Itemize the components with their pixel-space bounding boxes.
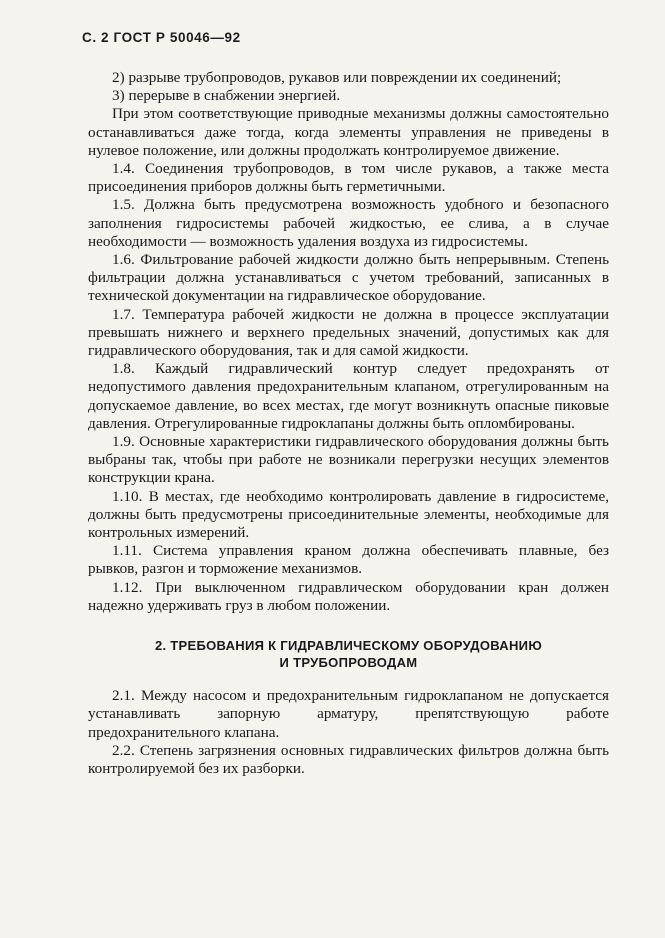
section-2-heading-line-1: 2. ТРЕБОВАНИЯ К ГИДРАВЛИЧЕСКОМУ ОБОРУДОВАНИЮ — [154, 638, 543, 654]
paragraph-1-7: 1.7. Температура рабочей жидкости не должна в процессе эксплуатации превышать нижнего и верхнего предельных значений, допустимых как для гидравлического оборудования, так и для самой жидкости. — [88, 305, 609, 360]
section-2-heading-line-2: И ТРУБОПРОВОДАМ — [279, 655, 418, 671]
paragraph-1-10: 1.10. В местах, где необходимо контролировать давление в гидросистеме, должны быть предусмотрены присоединительные элементы, необходимые для контрольных измерений. — [88, 487, 609, 542]
paragraph-1-4: 1.4. Соединения трубопроводов, в том числе рукавов, а также места присоединения приборов должны быть герметичными. — [88, 160, 609, 196]
paragraph-1-8: 1.8. Каждый гидравлический контур следует предохранять от недопустимого давления предохранительным клапаном, отрегулированным на допускаемое давление, во всех местах, где могут возникнуть опасные пиковые давления. Отрегулированные гидроклапаны должны быть опломбированы. — [88, 360, 609, 432]
paragraph-note: При этом соответствующие приводные механизмы должны самостоятельно останавливаться даже тогда, когда элементы управления не приведены в нулевое положение, или должны продолжать контролируемое движение. — [88, 105, 609, 159]
paragraph-1-6: 1.6. Фильтрование рабочей жидкости должно быть непрерывным. Степень фильтрации должна устанавливаться с учетом требований, записанных в технической документации на гидравлическое оборудование. — [88, 251, 609, 305]
running-head: С. 2 ГОСТ Р 50046—92 — [82, 30, 241, 45]
paragraph-1-9: 1.9. Основные характеристики гидравлического оборудования должны быть выбраны так, чтобы при работе не возникали перегрузки несущих элементов конструкции крана. — [88, 433, 609, 487]
section-2-heading — [88, 637, 609, 671]
paragraph-2-1: 2.1. Между насосом и предохранительным гидроклапаном не допускается устанавливать запорную арматуру, препятствующую работе предохранительного клапана. — [88, 687, 609, 741]
document-body — [88, 69, 609, 778]
paragraph-item-3: 3) перерыве в снабжении энергией. — [112, 87, 341, 105]
paragraph-2-2: 2.2. Степень загрязнения основных гидравлических фильтров должна быть контролируемой без их разборки. — [88, 741, 609, 777]
paragraph-1-11: 1.11. Система управления краном должна обеспечивать плавные, без рывков, разгон и торможение механизмов. — [88, 542, 609, 578]
paragraph-1-12: 1.12. При выключенном гидравлическом оборудовании кран должен надежно удерживать груз в любом положении. — [88, 578, 609, 614]
paragraph-item-2: 2) разрыве трубопроводов, рукавов или повреждении их соединений; — [112, 69, 562, 86]
paragraph-1-5: 1.5. Должна быть предусмотрена возможность удобного и безопасного заполнения гидросистемы рабочей жидкостью, ее слива, а в случае необходимости — возможность удаления воздуха из гидросистемы. — [88, 196, 609, 250]
